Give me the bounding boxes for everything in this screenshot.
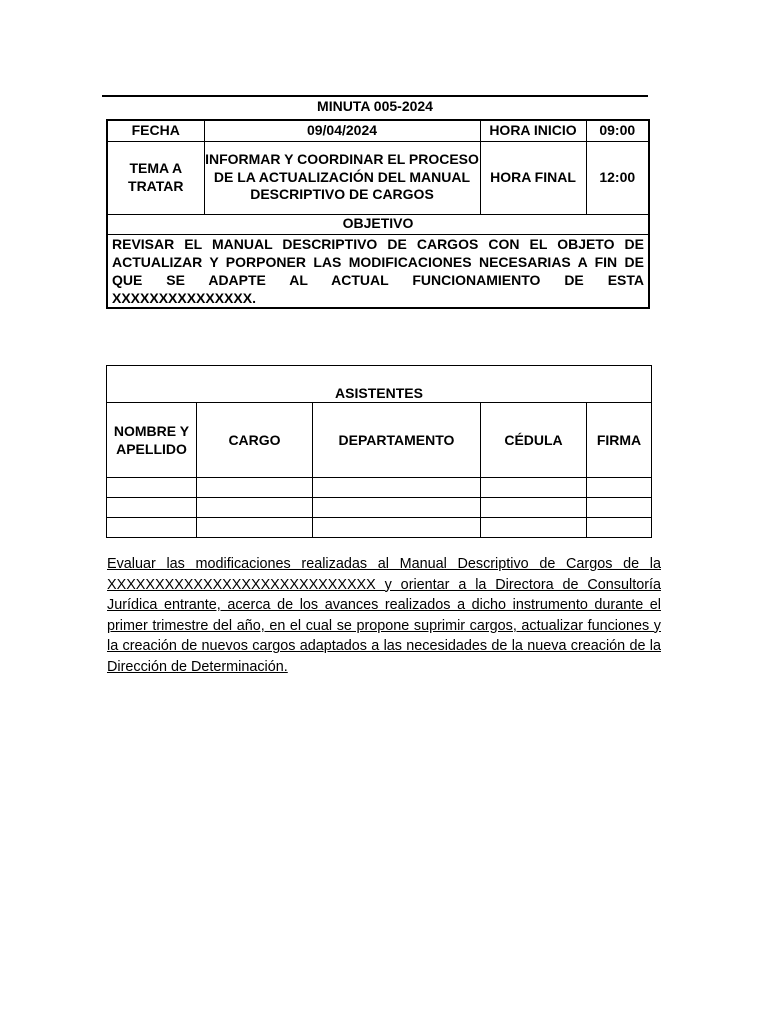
table-cell — [107, 498, 197, 518]
fecha-label: FECHA — [107, 120, 204, 141]
table-cell — [587, 518, 652, 538]
tema-value: INFORMAR Y COORDINAR EL PROCESO DE LA ACTUALIZACIÓN DEL MANUAL DESCRIPTIVO DE CARGOS — [204, 141, 480, 214]
asistentes-title: ASISTENTES — [107, 366, 652, 403]
column-header-departamento: DEPARTAMENTO — [313, 403, 481, 478]
table-row — [107, 498, 652, 518]
fecha-value: 09/04/2024 — [204, 120, 480, 141]
table-cell — [313, 518, 481, 538]
table-cell — [313, 498, 481, 518]
table-cell — [587, 498, 652, 518]
column-header-nombre: NOMBRE Y APELLIDO — [107, 403, 197, 478]
asistentes-title-row — [107, 366, 652, 403]
asistentes-header-row — [107, 403, 652, 478]
objetivo-header-row — [107, 214, 649, 234]
hora-final-label: HORA FINAL — [480, 141, 586, 214]
column-header-firma: FIRMA — [587, 403, 652, 478]
table-cell — [197, 518, 313, 538]
objetivo-text: REVISAR EL MANUAL DESCRIPTIVO DE CARGOS CON EL OBJETO DE ACTUALIZAR Y PORPONER LAS MODIFICACIONES NECESARIAS A FIN DE QUE SE ADAPTE AL ACTUAL FUNCIONAMIENTO DE ESTA XXXXXXXXXXXXXXX. — [107, 234, 649, 308]
table-cell — [481, 478, 587, 498]
hora-inicio-value: 09:00 — [586, 120, 649, 141]
document-title: MINUTA 005-2024 — [317, 98, 433, 114]
table-cell — [587, 478, 652, 498]
table-row — [107, 478, 652, 498]
column-header-cedula: CÉDULA — [481, 403, 587, 478]
tema-row — [107, 141, 649, 214]
tema-label: TEMA A TRATAR — [107, 141, 204, 214]
minuta-header-table — [106, 119, 650, 309]
asistentes-table — [106, 365, 652, 538]
table-cell — [107, 478, 197, 498]
table-cell — [481, 498, 587, 518]
table-cell — [313, 478, 481, 498]
table-cell — [107, 518, 197, 538]
table-cell — [197, 498, 313, 518]
table-row — [107, 518, 652, 538]
hora-final-value: 12:00 — [586, 141, 649, 214]
table-cell — [197, 478, 313, 498]
body-paragraph: Evaluar las modificaciones realizadas al Manual Descriptivo de Cargos de la XXXXXXXXXXXXXXXXXXXXXXXXXXXX y orientar a la Directora de Consultoría Jurídica entrante, acerca de los avances realizados a dicho instrumento durante el primer trimestre del año, en el cual se propone suprimir cargos, actualizar funciones y la creación de nuevos cargos adaptados a las necesidades de la nueva creación de la Dirección de Determinación. — [107, 556, 661, 675]
objetivo-text-row — [107, 234, 649, 308]
hora-inicio-label: HORA INICIO — [480, 120, 586, 141]
table-cell — [481, 518, 587, 538]
fecha-row — [107, 120, 649, 141]
column-header-cargo: CARGO — [197, 403, 313, 478]
objetivo-label: OBJETIVO — [107, 214, 649, 234]
